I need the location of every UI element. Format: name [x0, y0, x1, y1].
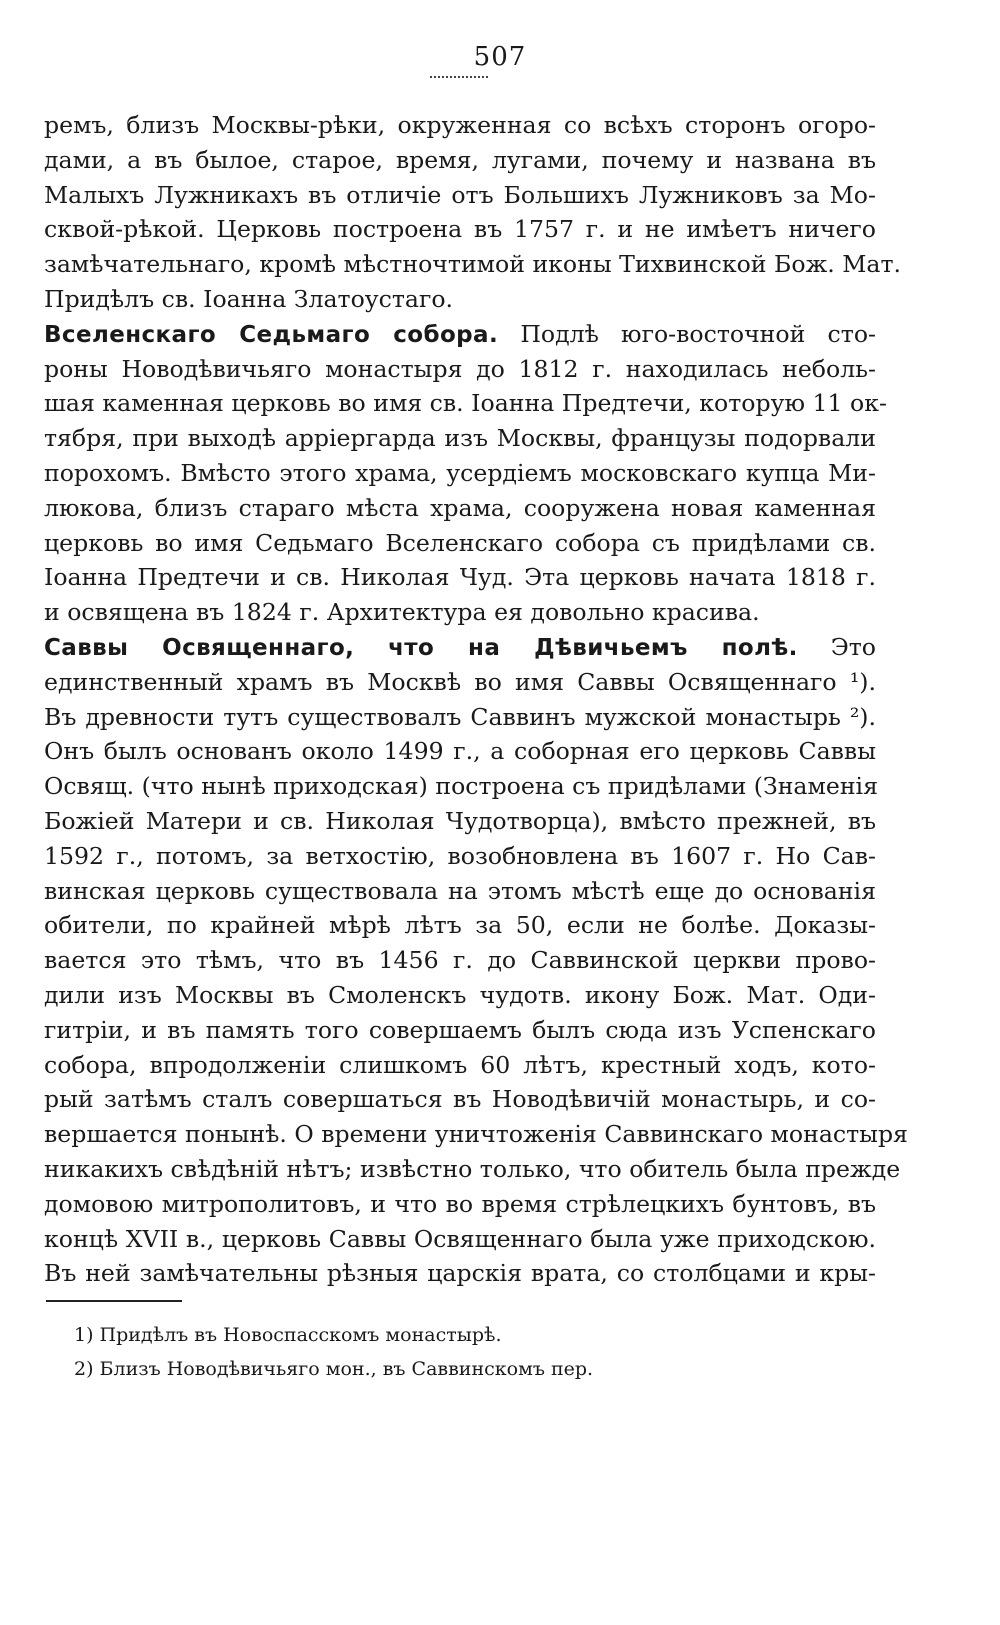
text-line: Онъ былъ основанъ около 1499 г., а соборная его церковь Саввы	[44, 737, 876, 766]
text-line: Придѣлъ св. Іоанна Златоустаго.	[44, 284, 454, 313]
section-heading-savva: Саввы Освященнаго, что на Дѣвичьемъ полѣ.	[44, 634, 798, 661]
footnote-divider	[46, 1300, 182, 1302]
section-heading-ecumenical-council: Вселенскаго Седьмаго собора.	[44, 321, 499, 348]
text-line: дами, а въ былое, старое, время, лугами, почему и названа въ	[44, 145, 876, 174]
text-line: никакихъ свѣдѣній нѣтъ; извѣстно только, что обитель была прежде	[44, 1154, 901, 1183]
text-line: ремъ, близъ Москвы-рѣки, окруженная со всѣхъ сторонъ огоро-	[44, 111, 876, 139]
section-heading-line	[44, 317, 876, 352]
text-line: рый затѣмъ сталъ совершаться въ Новодѣвичій монастырь, и со-	[44, 1085, 876, 1114]
page-number-underline	[430, 76, 488, 78]
body-text	[44, 108, 908, 1291]
text-line: собора, впродолженіи слишкомъ 60 лѣтъ, крестный ходъ, кото-	[44, 1050, 876, 1079]
text-line: концѣ XVII в., церковь Саввы Освященнаго была уже приходскою.	[44, 1224, 876, 1253]
text-line: Малыхъ Лужникахъ въ отличіе отъ Большихъ Лужниковъ за Мо-	[44, 180, 876, 209]
section-heading-continuation: Подлѣ юго-восточной сто-	[520, 319, 877, 348]
section-heading-line	[44, 630, 876, 665]
text-line: Божіей Матери и св. Николая Чудотворца), вмѣсто прежней, въ	[44, 806, 876, 835]
footnote-2: 2) Близъ Новодѣвичьяго мон., въ Саввинскомъ пер.	[74, 1358, 594, 1380]
page-number: 507	[473, 42, 527, 72]
text-line: винская церковь существовала на этомъ мѣстѣ еще до основанія	[44, 876, 876, 905]
text-line: Освящ. (что нынѣ приходская) построена съ придѣлами (Знаменія	[44, 772, 878, 801]
text-line: роны Новодѣвичьяго монастыря до 1812 г. находилась неболь-	[44, 354, 876, 383]
text-line: вается это тѣмъ, что въ 1456 г. до Саввинской церкви прово-	[44, 946, 876, 975]
text-line: и освящена въ 1824 г. Архитектура ея довольно красива.	[44, 598, 760, 627]
text-line: порохомъ. Вмѣсто этого храма, усердіемъ московскаго купца Ми-	[44, 458, 876, 487]
text-line: обители, по крайней мѣрѣ лѣтъ за 50, если не болѣе. Доказы-	[44, 911, 876, 940]
text-line: вершается понынѣ. О времени уничтоженія Саввинскаго монастыря	[44, 1120, 908, 1149]
text-line: тября, при выходѣ арріергарда изъ Москвы, французы подорвали	[44, 424, 876, 453]
text-line: шая каменная церковь во имя св. Іоанна Предтечи, которую 11 ок-	[44, 389, 887, 418]
text-line: церковь во имя Седьмаго Вселенскаго собора съ придѣлами св.	[44, 528, 876, 557]
text-line: Въ древности тутъ существовалъ Саввинъ мужской монастырь ²).	[44, 702, 876, 731]
text-line: домовою митрополитовъ, и что во время стрѣлецкихъ бунтовъ, въ	[44, 1189, 876, 1218]
text-line: Въ ней замѣчательны рѣзныя царскія врата, со столбцами и кры-	[44, 1259, 876, 1288]
footnotes	[74, 1318, 593, 1386]
text-line: дили изъ Москвы въ Смоленскъ чудотв. икону Бож. Мат. Оди-	[44, 980, 876, 1009]
text-line: замѣчательнаго, кромѣ мѣстночтимой иконы Тихвинской Бож. Мат.	[44, 250, 902, 279]
text-line: Іоанна Предтечи и св. Николая Чуд. Эта церковь начата 1818 г.	[44, 563, 876, 592]
footnote-1: 1) Придѣлъ въ Новоспасскомъ монастырѣ.	[74, 1324, 502, 1346]
text-line: 1592 г., потомъ, за ветхостію, возобновлена въ 1607 г. Но Сав-	[44, 841, 876, 870]
text-line: сквой-рѣкой. Церковь построена въ 1757 г. и не имѣетъ ничего	[44, 215, 876, 244]
text-line: гитріи, и въ память того совершаемъ былъ сюда изъ Успенскаго	[44, 1015, 876, 1044]
section-heading-continuation: Это	[830, 632, 877, 661]
text-line: единственный храмъ въ Москвѣ во имя Саввы Освященнаго ¹).	[44, 667, 876, 696]
text-line: люкова, близъ стараго мѣста храма, сооружена новая каменная	[44, 493, 876, 522]
